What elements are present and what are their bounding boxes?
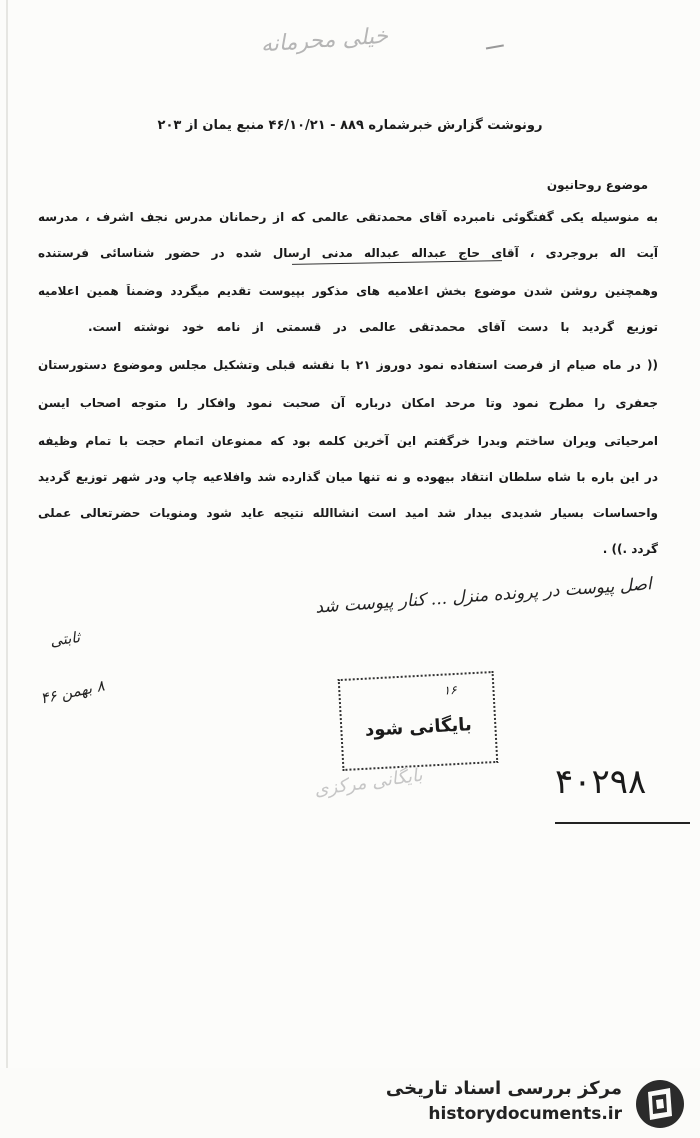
faint-stamp: بایگانی مرکزی xyxy=(313,764,424,801)
tick-mark xyxy=(484,35,504,50)
body-line: وهمچنین روشن شدن موضوع بخش اعلامیه های مذکور بپیوست تقدیم میگردد وضمناً همین اعلامیه xyxy=(38,284,658,298)
body-line: در این باره با شاه سلطان انتقاد بیهوده و نه تنها میان گذارده شد وافلاعیه چاپ ودر شهر توزیع گردید xyxy=(38,470,658,484)
archive-number-underline xyxy=(555,822,690,824)
body-line: جعفری را مطرح نمود وتا مرحد امکان درباره آن صحبت نمود وافکار را متوجه اصحاب ایسن xyxy=(38,396,658,410)
page-edge xyxy=(6,0,8,1138)
archive-stamp-number: ۱۶ xyxy=(443,682,457,698)
body-line: (( در ماه صیام از فرصت استفاده نمود دوروز ۲۱ با نقشه قبلی وتشکیل مجلس وموضوع دستورستان xyxy=(38,358,658,372)
body-line: گردد .)) . xyxy=(602,542,658,556)
body-line: آیت اله بروجردی ، آقای حاج عبداله عبداله مدنی ارسال شده در حضور شناسائی فرستنده xyxy=(38,246,658,260)
report-subject: موضوع روحانیون xyxy=(546,178,648,192)
body-line: واحساسات بسیار شدیدی بیدار شد امید است انشاالله نتیجه عاید شود ومنویات حضرتعالی عملی xyxy=(38,506,658,520)
body-line: امرحیاتی ویران ساختم وبدرا خرگفتم این آخرین کلمه بود که ممنوعان اتمام حجت با تمام وظیفه xyxy=(38,434,658,448)
archive-logo-icon xyxy=(634,1078,686,1130)
footer-domain: historydocuments.ir xyxy=(428,1104,622,1124)
handwritten-underline xyxy=(292,260,502,265)
body-line: توزیع گردید با دست آقای محمدتقی عالمی در قسمتی از نامه خود نوشته است. xyxy=(88,320,658,334)
report-header: رونوشت گزارش خبرشماره ۸۸۹ - ۴۶/۱۰/۲۱ منبع یمان از ۲۰۳ xyxy=(157,118,543,133)
body-line: به منوسیله یکی گفتگوئی نامبرده آقای محمدتقی عالمی که از رحمانان مدرس نجف اشرف ، مدرسه xyxy=(38,210,658,224)
archive-number: ۴۰۲۹۸ xyxy=(555,762,647,802)
footer-title: مرکز بررسی اسناد تاریخی xyxy=(385,1078,622,1099)
top-classification-stamp: خیلی محرمانه xyxy=(260,23,389,58)
watermark-footer xyxy=(0,1068,700,1138)
archive-stamp-text: بایگانی شود xyxy=(364,714,473,741)
handwritten-date: ۸ بهمن ۴۶ xyxy=(38,676,107,708)
handwritten-signature: ثابتی xyxy=(48,628,82,650)
archive-stamp xyxy=(338,671,499,771)
handwritten-note: اصل پیوست در پرونده منزل ... کنار پیوست شد xyxy=(314,574,653,618)
